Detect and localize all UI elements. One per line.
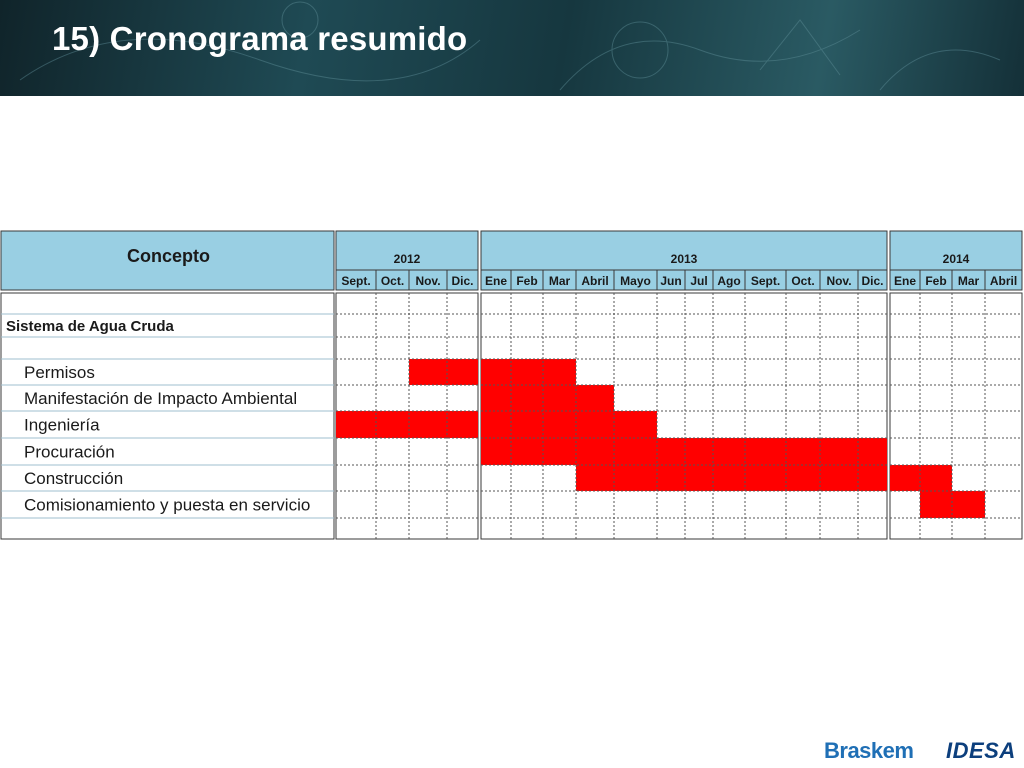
gantt-bar-cell — [543, 359, 576, 385]
gantt-bar-cell — [543, 438, 576, 465]
gantt-bar-cell — [920, 465, 952, 491]
task-label: Procuración — [24, 442, 115, 462]
gantt-bar-cell — [713, 465, 745, 491]
month-label: Sept. — [750, 274, 781, 288]
task-label: Permisos — [24, 363, 95, 382]
task-label: Construcción — [24, 469, 124, 488]
task-label: Ingeniería — [24, 415, 100, 435]
gantt-bar-cell — [614, 465, 657, 491]
month-label: Jun — [660, 274, 682, 288]
gantt-bar-cell — [858, 438, 887, 465]
gantt-bar-cell — [511, 359, 543, 385]
month-label: Nov. — [826, 274, 852, 288]
gantt-bar-cell — [820, 465, 858, 491]
month-label: Mar — [957, 274, 980, 288]
gantt-bar-cell — [657, 438, 685, 465]
section-label: Sistema de Agua Cruda — [6, 318, 174, 335]
month-label: Abril — [989, 274, 1018, 288]
month-label: Oct. — [380, 274, 405, 288]
gantt-bar-cell — [376, 411, 409, 438]
gantt-bar-cell — [576, 465, 614, 491]
gantt-bar-cell — [511, 438, 543, 465]
gantt-bar-cell — [481, 359, 511, 385]
month-label: Mar — [548, 274, 571, 288]
month-label: Feb — [925, 274, 947, 288]
gantt-bar-cell — [543, 385, 576, 411]
gantt-bar-cell — [685, 438, 713, 465]
gantt-bar-cell — [657, 465, 685, 491]
gantt-bar-cell — [614, 411, 657, 438]
gantt-bar-cell — [745, 438, 786, 465]
month-label: Sept. — [341, 274, 371, 288]
gantt-bar-cell — [745, 465, 786, 491]
gantt-bar-cell — [786, 438, 820, 465]
gantt-bar-cell — [336, 411, 376, 438]
gantt-bar-cell — [481, 411, 511, 438]
month-label: Oct. — [791, 274, 815, 288]
gantt-bar-cell — [447, 411, 478, 438]
gantt-bar-cell — [481, 438, 511, 465]
gantt-bar-cell — [858, 465, 887, 491]
month-label: Ago — [717, 274, 741, 288]
month-label: Dic. — [451, 274, 474, 288]
gantt-bar-cell — [409, 359, 447, 385]
slide-title: 15) Cronograma resumido — [52, 20, 468, 57]
year-label-2013: 2013 — [670, 252, 698, 266]
gantt-bar-cell — [511, 385, 543, 411]
month-label: Mayo — [620, 274, 651, 288]
gantt-bar-cell — [820, 438, 858, 465]
gantt-bar-cell — [576, 385, 614, 411]
month-label: Nov. — [415, 274, 441, 288]
gantt-bar-cell — [920, 491, 952, 518]
concept-header-label: Concepto — [127, 246, 210, 266]
month-label: Ene — [893, 274, 917, 288]
gantt-bar-cell — [713, 438, 745, 465]
year-label-2012: 2012 — [393, 252, 421, 266]
gantt-bar-cell — [786, 465, 820, 491]
gantt-bar-cell — [409, 411, 447, 438]
gantt-bar-cell — [952, 491, 985, 518]
month-label: Jul — [690, 274, 708, 288]
gantt-bar-cell — [576, 438, 614, 465]
gantt-bar-cell — [481, 385, 511, 411]
year-label-2014: 2014 — [942, 252, 970, 266]
month-label: Feb — [516, 274, 538, 288]
task-label: Comisionamiento y puesta en servicio — [24, 495, 311, 515]
month-label: Abril — [581, 274, 609, 288]
gantt-bar-cell — [890, 465, 920, 491]
gantt-bar-cell — [614, 438, 657, 465]
task-label: Manifestación de Impacto Ambiental — [24, 389, 298, 408]
gantt-bar-cell — [685, 465, 713, 491]
gantt-bar-cell — [511, 411, 543, 438]
gantt-bar-cell — [543, 411, 576, 438]
idesa-logo: IDESA — [946, 738, 1016, 763]
gantt-bar-cell — [576, 411, 614, 438]
braskem-logo: Braskem — [824, 738, 914, 763]
month-label: Ene — [484, 274, 508, 288]
gantt-bar-cell — [447, 359, 478, 385]
month-label: Dic. — [861, 274, 884, 288]
